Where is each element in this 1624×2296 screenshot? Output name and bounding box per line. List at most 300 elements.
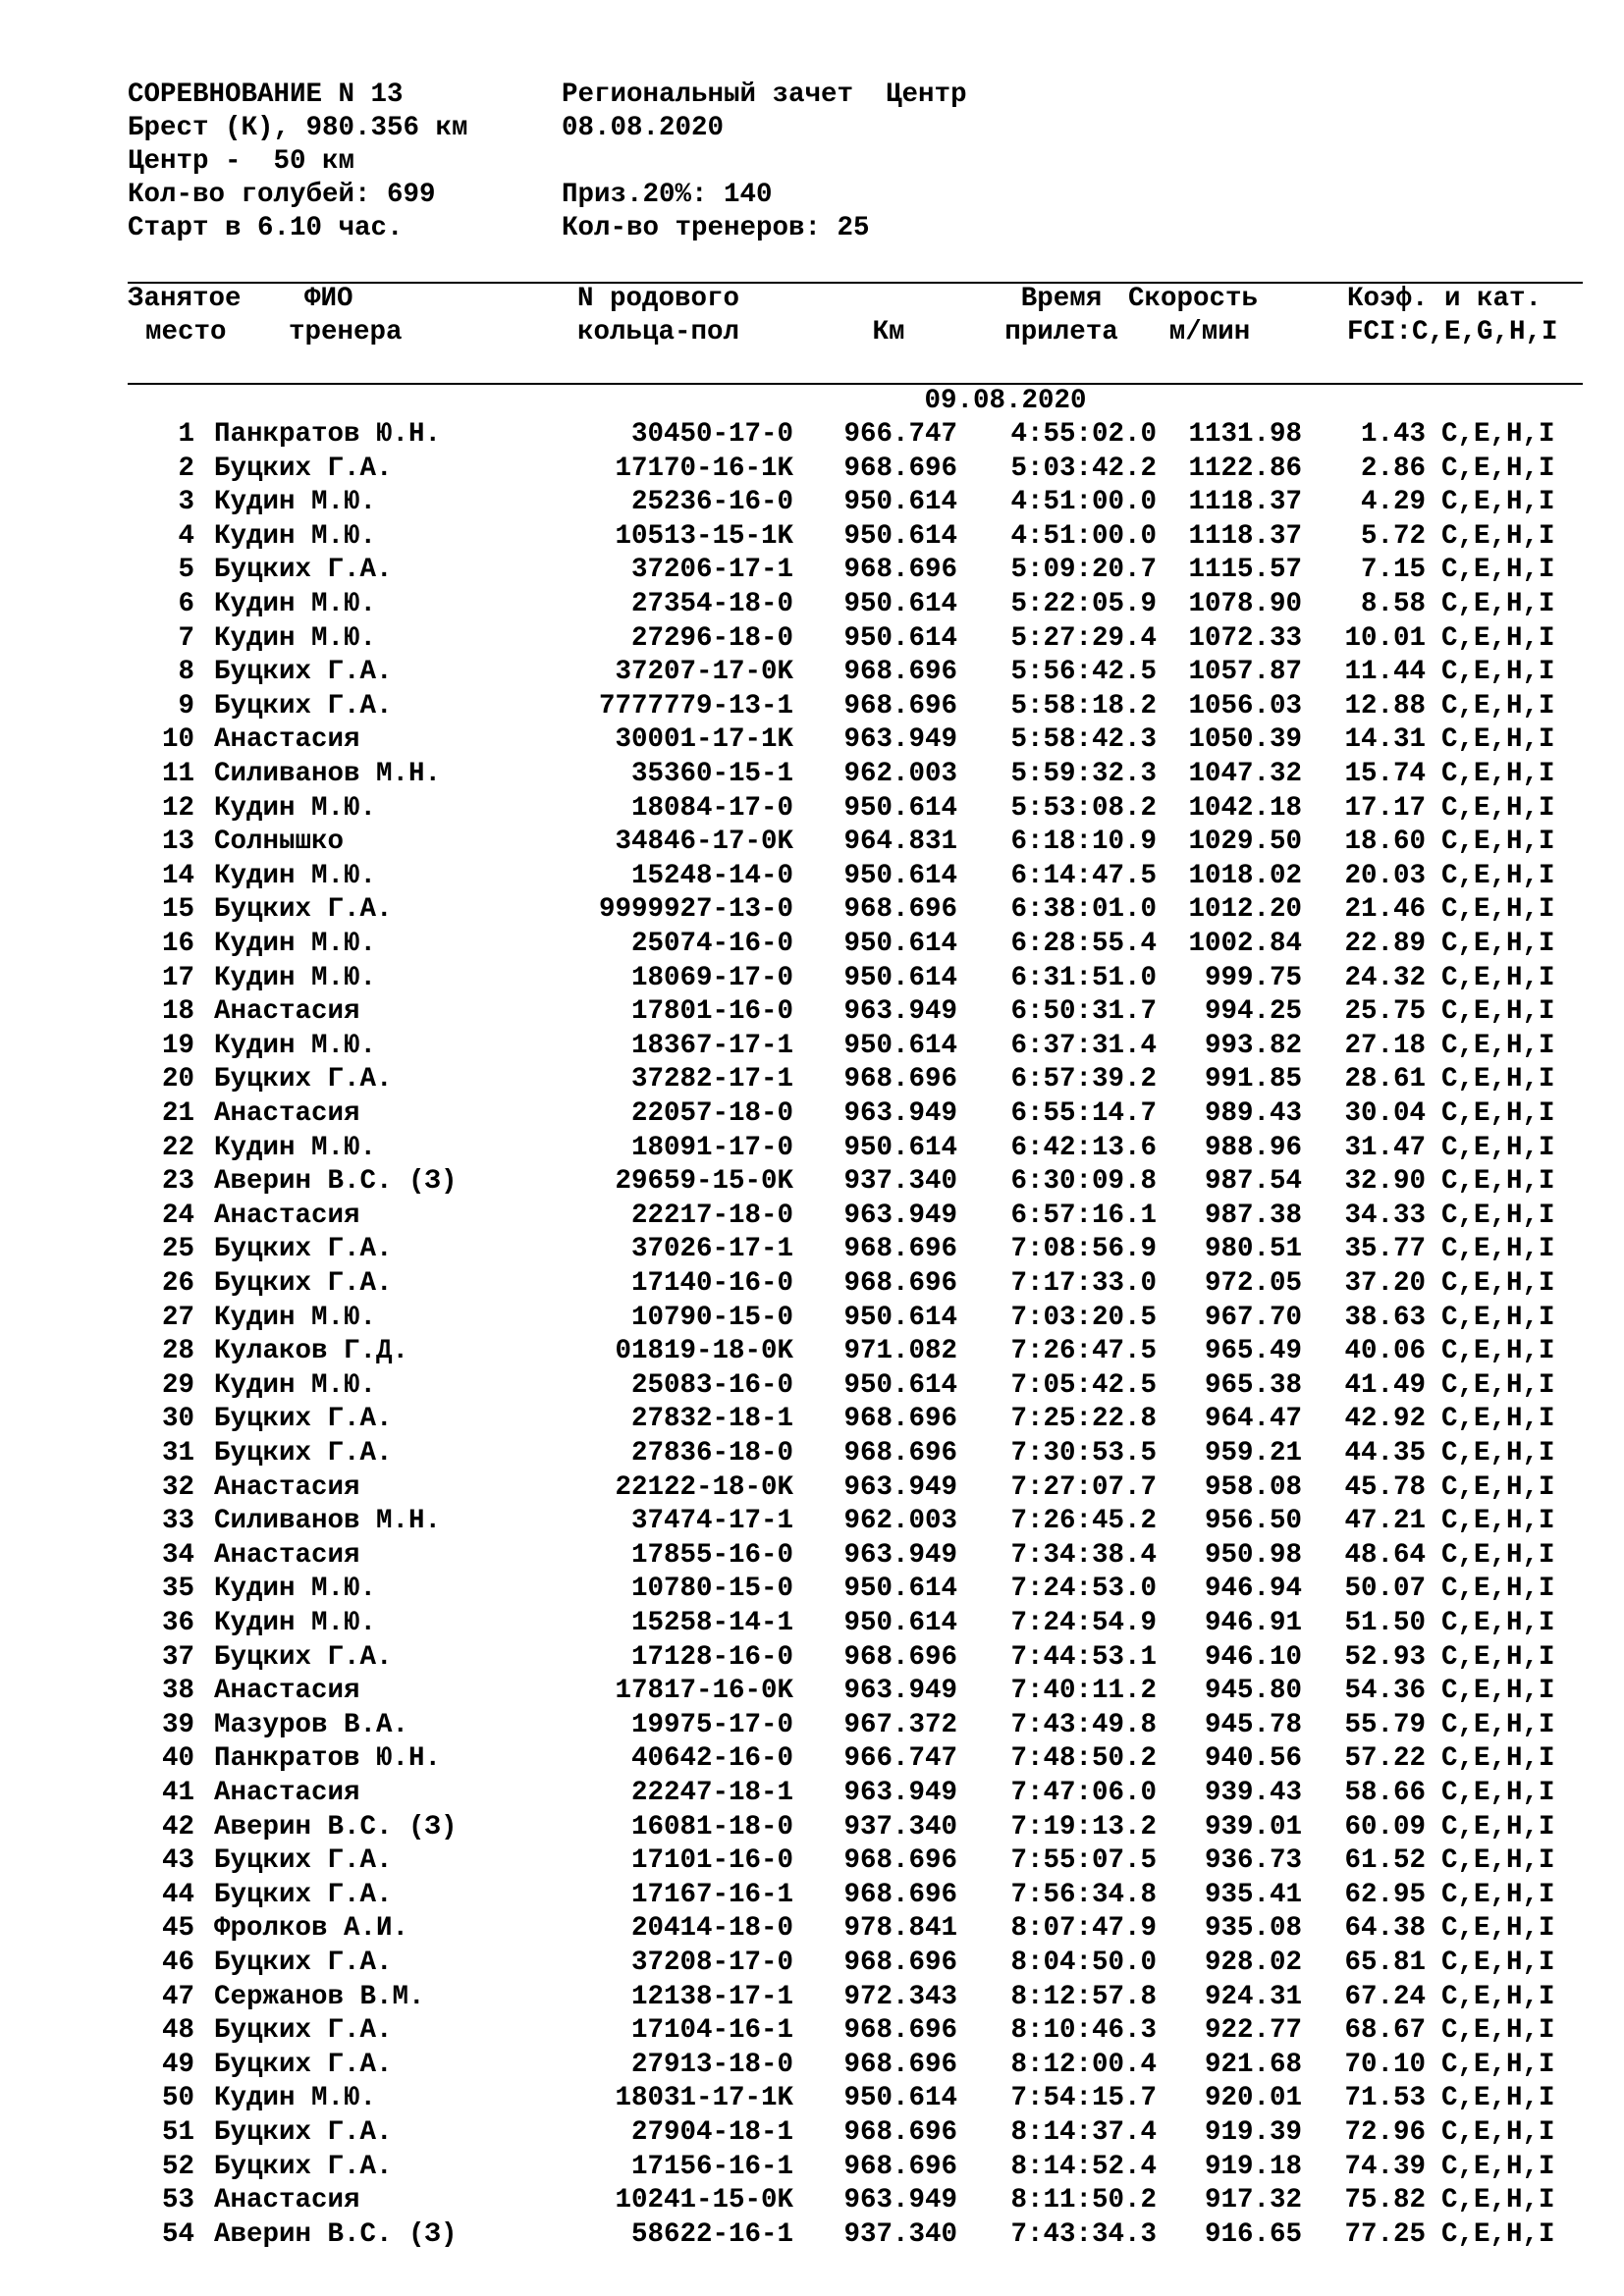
- place-cell: 8: [178, 657, 194, 688]
- speed-cell: 945.78: [1204, 1709, 1302, 1740]
- speed-cell: 964.47: [1204, 1404, 1302, 1435]
- speed-cell: 916.65: [1204, 2218, 1302, 2250]
- speed-cell: 1050.39: [1188, 724, 1302, 756]
- arrival-time-cell: 5:09:20.7: [1010, 555, 1157, 586]
- place-cell: 38: [161, 1676, 194, 1707]
- place-cell: 25: [161, 1234, 194, 1265]
- trainer-cell: Аверин В.С. (З): [214, 2218, 458, 2250]
- ring-cell: 9999927-13-0: [598, 894, 793, 926]
- arrival-time-cell: 5:58:42.3: [1010, 724, 1157, 756]
- coef-cell: 34.33: [1344, 1200, 1426, 1231]
- speed-cell: 917.32: [1204, 2185, 1302, 2216]
- speed-cell: 945.80: [1204, 1676, 1302, 1707]
- category-cell: C,E,H,I: [1441, 1506, 1555, 1537]
- ring-cell: 10790-15-0: [630, 1302, 793, 1333]
- km-cell: 968.696: [843, 1641, 957, 1673]
- speed-cell: 1012.20: [1188, 894, 1302, 926]
- trainer-cell: Аверин В.С. (З): [214, 1811, 458, 1842]
- km-cell: 968.696: [843, 555, 957, 586]
- place-cell: 39: [161, 1709, 194, 1740]
- km-cell: 950.614: [843, 1608, 957, 1638]
- coef-cell: 14.31: [1344, 724, 1426, 756]
- arrival-time-cell: 6:28:55.4: [1010, 929, 1157, 959]
- coef-cell: 37.20: [1344, 1268, 1426, 1299]
- trainer-cell: Кудин М.Ю.: [214, 520, 377, 552]
- arrival-time-cell: 6:38:01.0: [1010, 894, 1157, 926]
- coef-cell: 35.77: [1344, 1234, 1426, 1265]
- arrival-time-cell: 5:59:32.3: [1010, 759, 1157, 789]
- category-cell: C,E,H,I: [1441, 657, 1555, 688]
- speed-cell: 1118.37: [1188, 487, 1302, 518]
- trainer-cell: Панкратов Ю.Н.: [214, 1743, 442, 1775]
- category-cell: C,E,H,I: [1441, 1404, 1555, 1435]
- header-line-left: Центр - 50 км: [128, 146, 355, 177]
- arrival-time-cell: 7:40:11.2: [1010, 1676, 1157, 1707]
- km-cell: 968.696: [843, 2049, 957, 2080]
- ring-cell: 17855-16-0: [630, 1539, 793, 1571]
- arrival-time-cell: 7:03:20.5: [1010, 1302, 1157, 1333]
- trainer-cell: Анастасия: [214, 2185, 360, 2216]
- coef-cell: 77.25: [1344, 2218, 1426, 2250]
- trainer-cell: Кудин М.Ю.: [214, 1030, 377, 1061]
- km-cell: 972.343: [843, 1981, 957, 2012]
- trainer-cell: Буцких Г.А.: [214, 1845, 393, 1877]
- ring-cell: 17801-16-0: [630, 996, 793, 1028]
- km-cell: 968.696: [843, 2015, 957, 2047]
- km-cell: 950.614: [843, 792, 957, 824]
- arrival-time-cell: 7:25:22.8: [1010, 1404, 1157, 1435]
- trainer-cell: Кулаков Г.Д.: [214, 1336, 409, 1367]
- speed-cell: 928.02: [1204, 1948, 1302, 1978]
- coef-cell: 22.89: [1344, 929, 1426, 959]
- arrival-time-cell: 5:58:18.2: [1010, 690, 1157, 721]
- trainer-cell: Буцких Г.А.: [214, 1234, 393, 1265]
- coef-cell: 72.96: [1344, 2117, 1426, 2148]
- trainer-cell: Буцких Г.А.: [214, 2117, 393, 2148]
- coef-cell: 7.15: [1360, 555, 1426, 586]
- category-cell: C,E,H,I: [1441, 724, 1555, 756]
- speed-cell: 1078.90: [1188, 589, 1302, 619]
- km-cell: 968.696: [843, 2117, 957, 2148]
- ring-cell: 22057-18-0: [630, 1098, 793, 1129]
- trainer-cell: Буцких Г.А.: [214, 657, 393, 688]
- ring-cell: 22217-18-0: [630, 1200, 793, 1231]
- arrival-time-cell: 4:51:00.0: [1010, 520, 1157, 552]
- header-line-left: СОРЕВНОВАНИЕ N 13: [128, 80, 404, 110]
- place-cell: 10: [161, 724, 194, 756]
- place-cell: 24: [161, 1200, 194, 1231]
- ring-cell: 37282-17-1: [630, 1064, 793, 1095]
- category-cell: C,E,H,I: [1441, 1608, 1555, 1638]
- arrival-time-cell: 4:51:00.0: [1010, 487, 1157, 518]
- place-cell: 50: [161, 2083, 194, 2114]
- speed-cell: 936.73: [1204, 1845, 1302, 1877]
- arrival-time-cell: 6:57:39.2: [1010, 1064, 1157, 1095]
- place-cell: 45: [161, 1913, 194, 1945]
- km-cell: 963.949: [843, 1098, 957, 1129]
- coef-cell: 47.21: [1344, 1506, 1426, 1537]
- speed-cell: 919.18: [1204, 2151, 1302, 2182]
- category-cell: C,E,H,I: [1441, 1336, 1555, 1367]
- column-header: Время: [1020, 284, 1103, 314]
- trainer-cell: Анастасия: [214, 1471, 360, 1503]
- speed-cell: 965.49: [1204, 1336, 1302, 1367]
- ring-cell: 19975-17-0: [630, 1709, 793, 1740]
- place-cell: 51: [161, 2117, 194, 2148]
- trainer-cell: Кудин М.Ю.: [214, 622, 377, 654]
- coef-cell: 38.63: [1344, 1302, 1426, 1333]
- place-cell: 52: [161, 2151, 194, 2182]
- place-cell: 18: [161, 996, 194, 1028]
- speed-cell: 993.82: [1204, 1030, 1302, 1061]
- km-cell: 964.831: [843, 827, 957, 858]
- km-cell: 971.082: [843, 1336, 957, 1367]
- place-cell: 30: [161, 1404, 194, 1435]
- place-cell: 17: [161, 962, 194, 993]
- arrival-time-cell: 7:56:34.8: [1010, 1879, 1157, 1910]
- ring-cell: 18069-17-0: [630, 962, 793, 993]
- place-cell: 9: [178, 690, 194, 721]
- category-cell: C,E,H,I: [1441, 1471, 1555, 1503]
- coef-cell: 50.07: [1344, 1574, 1426, 1605]
- category-cell: C,E,H,I: [1441, 2083, 1555, 2114]
- category-cell: C,E,H,I: [1441, 487, 1555, 518]
- ring-cell: 17140-16-0: [630, 1268, 793, 1299]
- speed-cell: 939.43: [1204, 1778, 1302, 1808]
- place-cell: 5: [178, 555, 194, 586]
- trainer-cell: Кудин М.Ю.: [214, 962, 377, 993]
- arrival-time-cell: 7:43:34.3: [1010, 2218, 1157, 2250]
- place-cell: 40: [161, 1743, 194, 1775]
- arrival-time-cell: 7:44:53.1: [1010, 1641, 1157, 1673]
- column-header: Скорость: [1127, 284, 1259, 314]
- category-cell: C,E,H,I: [1441, 1778, 1555, 1808]
- place-cell: 11: [161, 759, 194, 789]
- column-header: прилета: [1004, 317, 1118, 347]
- ring-cell: 18091-17-0: [630, 1132, 793, 1163]
- category-cell: C,E,H,I: [1441, 1438, 1555, 1468]
- place-cell: 14: [161, 860, 194, 891]
- ring-cell: 25083-16-0: [630, 1369, 793, 1401]
- trainer-cell: Буцких Г.А.: [214, 555, 393, 586]
- arrival-time-cell: 8:10:46.3: [1010, 2015, 1157, 2047]
- km-cell: 963.949: [843, 1778, 957, 1808]
- coef-cell: 70.10: [1344, 2049, 1426, 2080]
- ring-cell: 15248-14-0: [630, 860, 793, 891]
- header-line-right: Региональный зачет Центр: [562, 80, 967, 110]
- speed-cell: 1018.02: [1188, 860, 1302, 891]
- ring-cell: 37206-17-1: [630, 555, 793, 586]
- column-header: Коэф. и кат.: [1347, 284, 1543, 314]
- trainer-cell: Анастасия: [214, 724, 360, 756]
- ring-cell: 18084-17-0: [630, 792, 793, 824]
- place-cell: 29: [161, 1369, 194, 1401]
- column-header: N родового: [577, 284, 740, 314]
- km-cell: 966.747: [843, 1743, 957, 1775]
- coef-cell: 32.90: [1344, 1166, 1426, 1198]
- arrival-time-cell: 7:26:45.2: [1010, 1506, 1157, 1537]
- place-cell: 34: [161, 1539, 194, 1571]
- km-cell: 967.372: [843, 1709, 957, 1740]
- speed-cell: 965.38: [1204, 1369, 1302, 1401]
- coef-cell: 5.72: [1360, 520, 1426, 552]
- km-cell: 968.696: [843, 1268, 957, 1299]
- category-cell: C,E,H,I: [1441, 1132, 1555, 1163]
- speed-cell: 994.25: [1204, 996, 1302, 1028]
- ring-cell: 29659-15-0K: [615, 1166, 793, 1198]
- ring-cell: 27836-18-0: [630, 1438, 793, 1468]
- coef-cell: 42.92: [1344, 1404, 1426, 1435]
- trainer-cell: Панкратов Ю.Н.: [214, 419, 442, 450]
- ring-cell: 37474-17-1: [630, 1506, 793, 1537]
- coef-cell: 27.18: [1344, 1030, 1426, 1061]
- place-cell: 42: [161, 1811, 194, 1842]
- header-line-left: Старт в 6.10 час.: [128, 213, 404, 243]
- speed-cell: 950.98: [1204, 1539, 1302, 1571]
- arrival-time-cell: 7:27:07.7: [1010, 1471, 1157, 1503]
- ring-cell: 27354-18-0: [630, 589, 793, 619]
- speed-cell: 958.08: [1204, 1471, 1302, 1503]
- km-cell: 968.696: [843, 1879, 957, 1910]
- place-cell: 37: [161, 1641, 194, 1673]
- category-cell: C,E,H,I: [1441, 792, 1555, 824]
- trainer-cell: Фролков А.И.: [214, 1913, 409, 1945]
- arrival-time-cell: 5:22:05.9: [1010, 589, 1157, 619]
- coef-cell: 18.60: [1344, 827, 1426, 858]
- ring-cell: 20414-18-0: [630, 1913, 793, 1945]
- arrival-time-cell: 7:24:54.9: [1010, 1608, 1157, 1638]
- km-cell: 968.696: [843, 1948, 957, 1978]
- place-cell: 44: [161, 1879, 194, 1910]
- ring-cell: 37207-17-0K: [615, 657, 793, 688]
- place-cell: 13: [161, 827, 194, 858]
- ring-cell: 17156-16-1: [630, 2151, 793, 2182]
- km-cell: 950.614: [843, 1574, 957, 1605]
- trainer-cell: Буцких Г.А.: [214, 1268, 393, 1299]
- header-line-left: Брест (К), 980.356 км: [128, 113, 468, 143]
- trainer-cell: Сержанов В.М.: [214, 1981, 425, 2012]
- coef-cell: 62.95: [1344, 1879, 1426, 1910]
- place-cell: 16: [161, 929, 194, 959]
- speed-cell: 919.39: [1204, 2117, 1302, 2148]
- speed-cell: 1029.50: [1188, 827, 1302, 858]
- category-cell: C,E,H,I: [1441, 827, 1555, 858]
- speed-cell: 920.01: [1204, 2083, 1302, 2114]
- category-cell: C,E,H,I: [1441, 2151, 1555, 2182]
- ring-cell: 58622-16-1: [630, 2218, 793, 2250]
- place-cell: 7: [178, 622, 194, 654]
- arrival-time-cell: 7:05:42.5: [1010, 1369, 1157, 1401]
- coef-cell: 57.22: [1344, 1743, 1426, 1775]
- category-cell: C,E,H,I: [1441, 1539, 1555, 1571]
- ring-cell: 22247-18-1: [630, 1778, 793, 1808]
- arrival-time-cell: 8:04:50.0: [1010, 1948, 1157, 1978]
- ring-cell: 17170-16-1K: [615, 453, 793, 484]
- category-cell: C,E,H,I: [1441, 555, 1555, 586]
- speed-cell: 946.94: [1204, 1574, 1302, 1605]
- ring-cell: 17101-16-0: [630, 1845, 793, 1877]
- coef-cell: 2.86: [1360, 453, 1426, 484]
- header-line-right: Приз.20%: 140: [562, 180, 773, 210]
- speed-cell: 1002.84: [1188, 929, 1302, 959]
- coef-cell: 25.75: [1344, 996, 1426, 1028]
- trainer-cell: Кудин М.Ю.: [214, 929, 377, 959]
- speed-cell: 980.51: [1204, 1234, 1302, 1265]
- ring-cell: 27913-18-0: [630, 2049, 793, 2080]
- place-cell: 4: [178, 520, 194, 552]
- trainer-cell: Буцких Г.А.: [214, 2049, 393, 2080]
- place-cell: 26: [161, 1268, 194, 1299]
- trainer-cell: Мазуров В.А.: [214, 1709, 409, 1740]
- coef-cell: 71.53: [1344, 2083, 1426, 2114]
- km-cell: 968.696: [843, 453, 957, 484]
- category-cell: C,E,H,I: [1441, 1574, 1555, 1605]
- coef-cell: 51.50: [1344, 1608, 1426, 1638]
- category-cell: C,E,H,I: [1441, 622, 1555, 654]
- column-header: кольца-пол: [577, 317, 740, 347]
- km-cell: 968.696: [843, 894, 957, 926]
- km-cell: 968.696: [843, 2151, 957, 2182]
- speed-cell: 946.10: [1204, 1641, 1302, 1673]
- arrival-time-cell: 6:31:51.0: [1010, 962, 1157, 993]
- ring-cell: 35360-15-1: [630, 759, 793, 789]
- ring-cell: 25236-16-0: [630, 487, 793, 518]
- speed-cell: 1056.03: [1188, 690, 1302, 721]
- trainer-cell: Солнышко: [214, 827, 345, 858]
- ring-cell: 34846-17-0K: [615, 827, 793, 858]
- arrival-time-cell: 7:48:50.2: [1010, 1743, 1157, 1775]
- km-cell: 968.696: [843, 1404, 957, 1435]
- place-cell: 49: [161, 2049, 194, 2080]
- coef-cell: 60.09: [1344, 1811, 1426, 1842]
- ring-cell: 27832-18-1: [630, 1404, 793, 1435]
- category-cell: C,E,H,I: [1441, 1811, 1555, 1842]
- header-bottom-rule: [128, 383, 1583, 385]
- category-cell: C,E,H,I: [1441, 1098, 1555, 1129]
- speed-cell: 922.77: [1204, 2015, 1302, 2047]
- ring-cell: 15258-14-1: [630, 1608, 793, 1638]
- ring-cell: 7777779-13-1: [598, 690, 793, 721]
- category-cell: C,E,H,I: [1441, 860, 1555, 891]
- trainer-cell: Кудин М.Ю.: [214, 2083, 377, 2114]
- arrival-time-cell: 5:03:42.2: [1010, 453, 1157, 484]
- trainer-cell: Кудин М.Ю.: [214, 1574, 377, 1605]
- speed-cell: 956.50: [1204, 1506, 1302, 1537]
- speed-cell: 987.38: [1204, 1200, 1302, 1231]
- ring-cell: 22122-18-0K: [615, 1471, 793, 1503]
- coef-cell: 44.35: [1344, 1438, 1426, 1468]
- speed-cell: 935.08: [1204, 1913, 1302, 1945]
- category-cell: C,E,H,I: [1441, 1166, 1555, 1198]
- speed-cell: 987.54: [1204, 1166, 1302, 1198]
- arrival-time-cell: 6:42:13.6: [1010, 1132, 1157, 1163]
- category-cell: C,E,H,I: [1441, 1879, 1555, 1910]
- category-cell: C,E,H,I: [1441, 2117, 1555, 2148]
- coef-cell: 21.46: [1344, 894, 1426, 926]
- km-cell: 950.614: [843, 1132, 957, 1163]
- column-header: Занятое: [128, 284, 242, 314]
- place-cell: 22: [161, 1132, 194, 1163]
- speed-cell: 946.91: [1204, 1608, 1302, 1638]
- coef-cell: 8.58: [1360, 589, 1426, 619]
- arrival-time-cell: 7:47:06.0: [1010, 1778, 1157, 1808]
- speed-cell: 935.41: [1204, 1879, 1302, 1910]
- place-cell: 32: [161, 1471, 194, 1503]
- category-cell: C,E,H,I: [1441, 1676, 1555, 1707]
- arrival-time-cell: 6:30:09.8: [1010, 1166, 1157, 1198]
- column-header: FCI:C,E,G,H,I: [1347, 317, 1558, 347]
- speed-cell: 972.05: [1204, 1268, 1302, 1299]
- place-cell: 21: [161, 1098, 194, 1129]
- arrival-time-cell: 8:11:50.2: [1010, 2185, 1157, 2216]
- trainer-cell: Буцких Г.А.: [214, 894, 393, 926]
- category-cell: C,E,H,I: [1441, 1234, 1555, 1265]
- km-cell: 950.614: [843, 520, 957, 552]
- trainer-cell: Кудин М.Ю.: [214, 1302, 377, 1333]
- speed-cell: 1115.57: [1188, 555, 1302, 586]
- km-cell: 963.949: [843, 1676, 957, 1707]
- ring-cell: 17128-16-0: [630, 1641, 793, 1673]
- place-cell: 53: [161, 2185, 194, 2216]
- trainer-cell: Буцких Г.А.: [214, 1641, 393, 1673]
- coef-cell: 28.61: [1344, 1064, 1426, 1095]
- km-cell: 937.340: [843, 1166, 957, 1198]
- coef-cell: 15.74: [1344, 759, 1426, 789]
- arrival-time-cell: 7:34:38.4: [1010, 1539, 1157, 1571]
- coef-cell: 4.29: [1360, 487, 1426, 518]
- place-cell: 2: [178, 453, 194, 484]
- km-cell: 963.949: [843, 724, 957, 756]
- speed-cell: 1131.98: [1188, 419, 1302, 450]
- ring-cell: 12138-17-1: [630, 1981, 793, 2012]
- trainer-cell: Силиванов М.Н.: [214, 759, 442, 789]
- arrival-time-cell: 7:17:33.0: [1010, 1268, 1157, 1299]
- place-cell: 35: [161, 1574, 194, 1605]
- km-cell: 968.696: [843, 1234, 957, 1265]
- coef-cell: 45.78: [1344, 1471, 1426, 1503]
- category-cell: C,E,H,I: [1441, 929, 1555, 959]
- arrival-time-cell: 7:24:53.0: [1010, 1574, 1157, 1605]
- category-cell: C,E,H,I: [1441, 690, 1555, 721]
- place-cell: 19: [161, 1030, 194, 1061]
- arrival-time-cell: 8:07:47.9: [1010, 1913, 1157, 1945]
- km-cell: 978.841: [843, 1913, 957, 1945]
- arrival-time-cell: 5:53:08.2: [1010, 792, 1157, 824]
- arrival-time-cell: 7:43:49.8: [1010, 1709, 1157, 1740]
- trainer-cell: Кудин М.Ю.: [214, 1369, 377, 1401]
- speed-cell: 924.31: [1204, 1981, 1302, 2012]
- category-cell: C,E,H,I: [1441, 1743, 1555, 1775]
- category-cell: C,E,H,I: [1441, 1369, 1555, 1401]
- speed-cell: 999.75: [1204, 962, 1302, 993]
- coef-cell: 64.38: [1344, 1913, 1426, 1945]
- category-cell: C,E,H,I: [1441, 1200, 1555, 1231]
- place-cell: 41: [161, 1778, 194, 1808]
- trainer-cell: Кудин М.Ю.: [214, 1132, 377, 1163]
- ring-cell: 25074-16-0: [630, 929, 793, 959]
- category-cell: C,E,H,I: [1441, 996, 1555, 1028]
- ring-cell: 10780-15-0: [630, 1574, 793, 1605]
- arrival-time-cell: 6:55:14.7: [1010, 1098, 1157, 1129]
- trainer-cell: Кудин М.Ю.: [214, 792, 377, 824]
- km-cell: 968.696: [843, 1845, 957, 1877]
- category-cell: C,E,H,I: [1441, 759, 1555, 789]
- place-cell: 6: [178, 589, 194, 619]
- place-cell: 28: [161, 1336, 194, 1367]
- trainer-cell: Буцких Г.А.: [214, 453, 393, 484]
- place-cell: 12: [161, 792, 194, 824]
- coef-cell: 75.82: [1344, 2185, 1426, 2216]
